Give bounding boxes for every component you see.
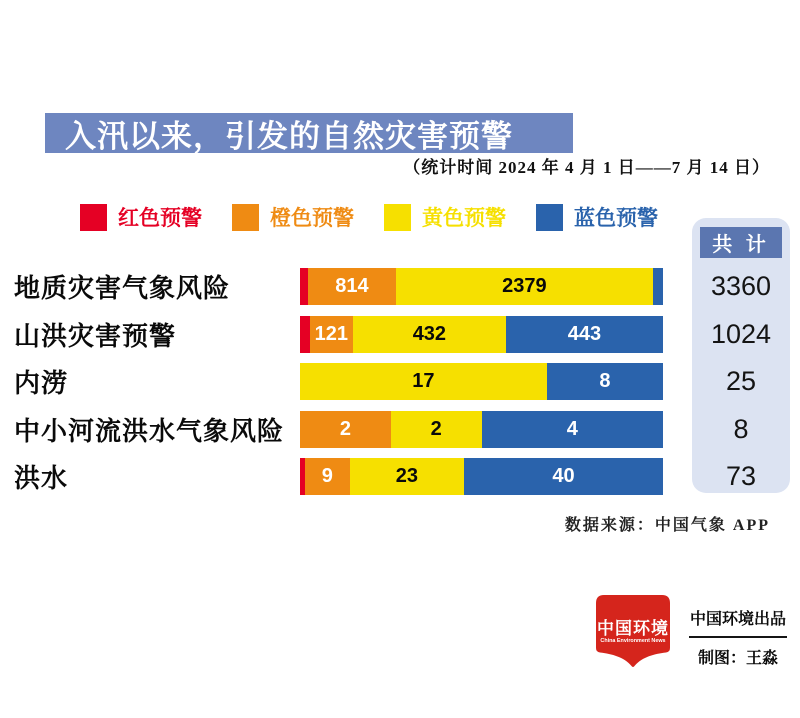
bar-segment-orange (300, 411, 391, 448)
bar-segment-blue (547, 363, 663, 400)
category-label: 洪水 (14, 463, 69, 493)
stacked-bar-chart (0, 268, 800, 498)
bar-segment-value: 2379 (502, 275, 547, 297)
total-column-header: 共 计 (700, 227, 782, 258)
total-value: 3360 (710, 271, 772, 301)
bar-segment-orange (310, 316, 353, 353)
total-value: 25 (725, 366, 757, 396)
total-value: 8 (733, 413, 749, 444)
bar-segment-value: 8 (599, 370, 611, 392)
bar-segment-yellow (350, 458, 464, 495)
bar-segment-value: 2 (430, 417, 442, 440)
page-title (45, 113, 573, 153)
china-environment-logo (593, 592, 673, 670)
bar-segment-red (300, 268, 308, 305)
stacked-bar (300, 458, 663, 495)
bar-segment-yellow (391, 411, 482, 448)
publisher-text: 中国环境出品 (689, 611, 786, 628)
legend-label: 蓝色预警 (574, 207, 658, 230)
legend-label: 橙色预警 (270, 207, 354, 230)
subtitle-stat-period: （统计时间 2024 年 4 月 1 日——7 月 14 日） (403, 158, 770, 177)
page-title-text: 入汛以来，引发的自然灾害预警 (65, 118, 513, 154)
bar-segment-value: 17 (412, 370, 435, 392)
bar-segment-blue (506, 316, 663, 353)
legend-label: 红色预警 (118, 207, 202, 230)
chart-row (0, 268, 800, 305)
chart-row (0, 411, 800, 448)
data-source-note: 数据来源：中国气象 APP (564, 517, 770, 534)
logo-title: 中国环境 (597, 619, 669, 638)
legend-item-yellow (384, 202, 506, 232)
legend-swatch-blue (536, 204, 563, 231)
total-column-panel (692, 218, 790, 493)
bar-segment-value: 40 (552, 465, 575, 487)
bar-segment-yellow (300, 363, 547, 400)
bar-segment-yellow (353, 316, 506, 353)
legend-swatch-red (80, 204, 107, 231)
bar-segment-red (300, 316, 310, 353)
bar-segment-orange (308, 268, 396, 305)
category-label: 山洪灾害预警 (14, 320, 177, 351)
stacked-bar (300, 363, 663, 400)
bar-segment-blue (653, 268, 663, 305)
legend-item-red (80, 202, 202, 232)
logo-subtitle: China Environment News (600, 638, 666, 644)
bar-segment-value: 23 (395, 465, 419, 487)
bar-segment-value: 9 (321, 465, 333, 487)
credit-text: 制图：王淼 (697, 650, 778, 667)
chart-row (0, 363, 800, 400)
bar-segment-orange (305, 458, 350, 495)
legend-swatch-yellow (384, 204, 411, 231)
bar-segment-value: 443 (567, 322, 602, 345)
chart-row (0, 458, 800, 495)
bar-segment-value: 2 (339, 417, 351, 440)
bar-segment-blue (482, 411, 664, 448)
publisher-block (689, 606, 787, 668)
stacked-bar (300, 411, 663, 448)
stacked-bar (300, 268, 663, 305)
category-label: 中小河流洪水气象风险 (14, 415, 285, 446)
bar-segment-value: 432 (412, 322, 447, 345)
legend-item-orange (232, 202, 354, 232)
bar-segment-yellow (396, 268, 653, 305)
category-label: 地质灾害气象风险 (14, 273, 231, 303)
chart-legend (80, 202, 658, 232)
publisher-divider (689, 636, 787, 638)
logo-book-shape (596, 595, 670, 667)
category-label: 内涝 (14, 368, 69, 398)
total-value: 1024 (710, 318, 772, 349)
total-value: 73 (725, 461, 757, 491)
bar-segment-value: 4 (566, 417, 578, 440)
bar-segment-value: 121 (314, 322, 349, 345)
legend-swatch-orange (232, 204, 259, 231)
legend-label: 黄色预警 (422, 207, 506, 230)
stacked-bar (300, 316, 663, 353)
legend-item-blue (536, 202, 658, 232)
bar-segment-value: 814 (335, 275, 369, 297)
chart-row (0, 316, 800, 353)
bar-segment-blue (464, 458, 663, 495)
